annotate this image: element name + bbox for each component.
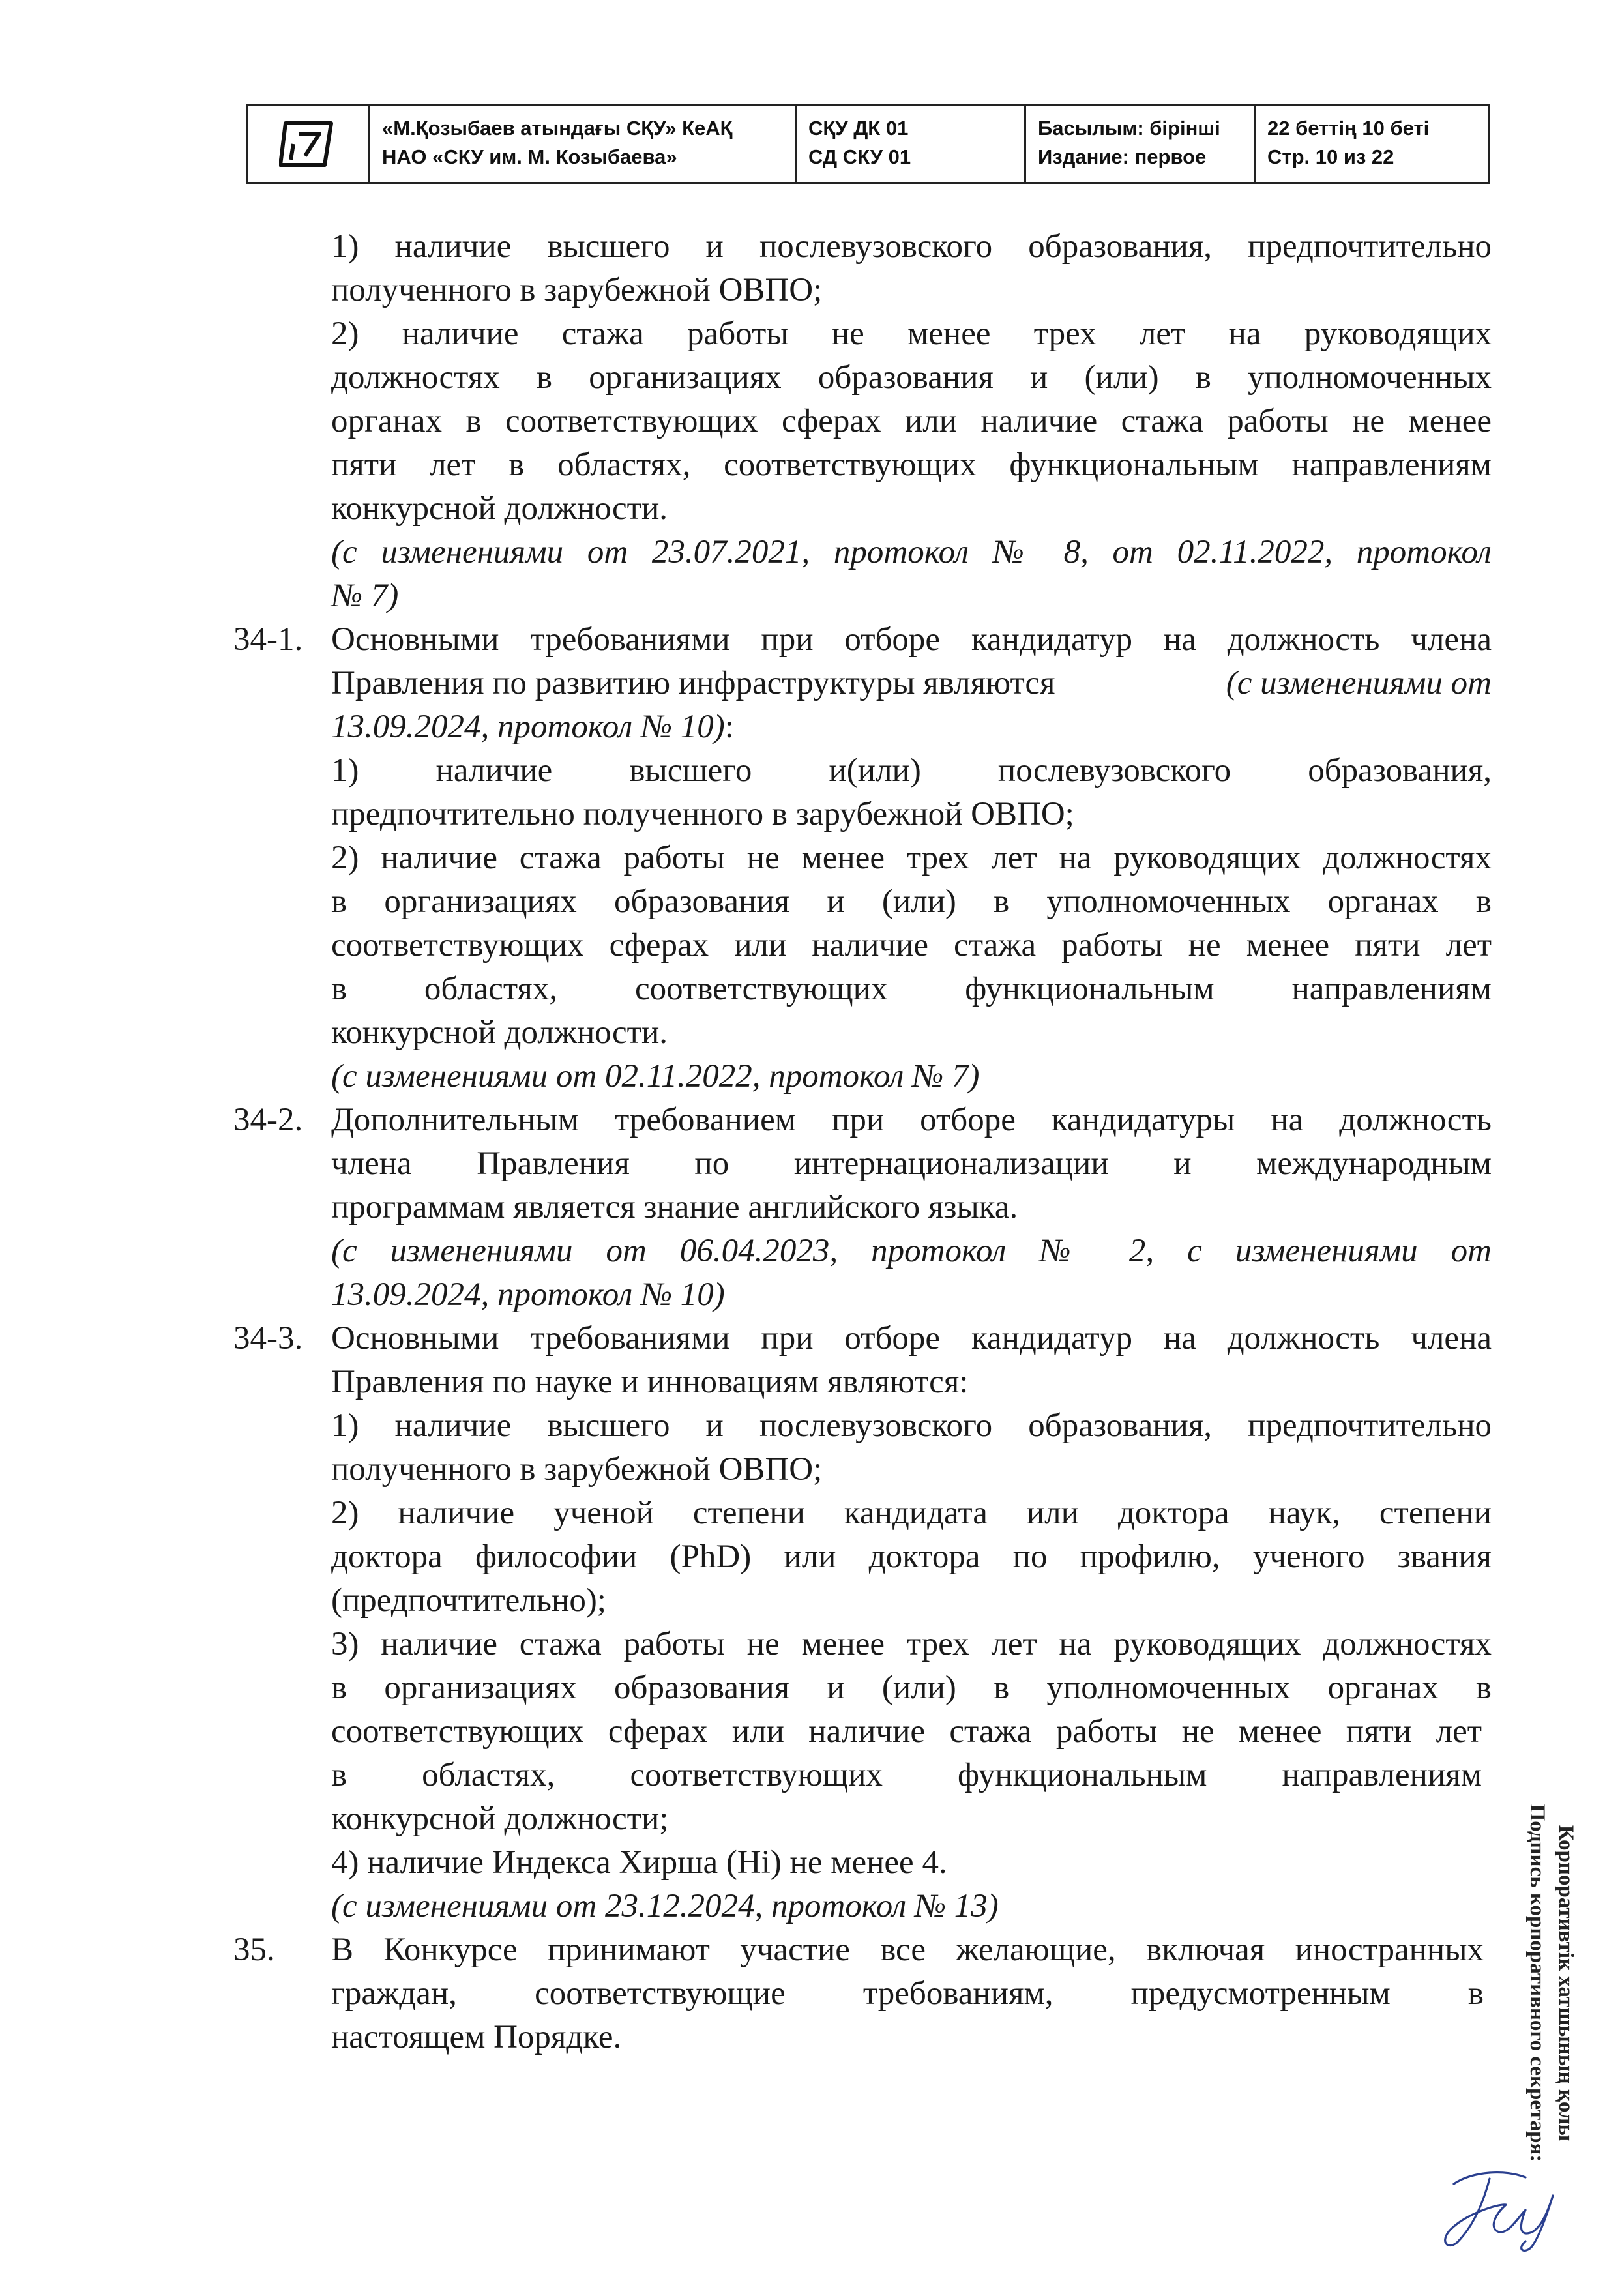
section-35-text: граждан, соответствующие требованиям, предусмотренным в: [331, 1975, 1484, 2012]
list-item-line: предпочтительно полученного в зарубежной ОВПО;: [331, 796, 1074, 832]
amendment-note: 13.09.2024, протокол № 10): [331, 709, 725, 745]
section-34-1-text: [331, 705, 734, 749]
list-item-line: полученного в зарубежной ОВПО;: [331, 272, 823, 308]
section-34-1-text-part: Правления по развитию инфраструктуры являются: [331, 665, 1055, 701]
list-item-line: 3) наличие стажа работы не менее трех лет на руководящих должностях: [331, 1626, 1492, 1662]
list-item-line: соответствующих сферах или наличие стажа работы не менее пяти лет: [331, 1713, 1482, 1750]
list-item-line: 1) наличие высшего и(или) послевузовского образования,: [331, 752, 1492, 789]
header-page-cell: [1254, 106, 1488, 182]
section-number: 34-2.: [233, 1102, 303, 1138]
section-34-3-text: Правления по науке и инновациям являются:: [331, 1364, 969, 1400]
list-item-line: органах в соответствующих сферах или наличие стажа работы не менее: [331, 403, 1492, 439]
section-34-1-text: Основными требованиями при отборе кандидатур на должность члена: [331, 621, 1492, 658]
list-item-line: в организациях образования и (или) в уполномоченных органах в: [331, 883, 1492, 920]
list-item-line: в областях, соответствующих функциональным направлениям: [331, 1757, 1482, 1793]
section-number: 34-3.: [233, 1320, 303, 1357]
document-header-table: [246, 104, 1490, 184]
list-item-line: 2) наличие стажа работы не менее трех лет на руководящих должностях: [331, 840, 1492, 876]
list-item-line: 1) наличие высшего и послевузовского образования, предпочтительно: [331, 1407, 1492, 1444]
amendment-note: (с изменениями от 23.07.2021, протокол № 8, от 02.11.2022, протокол: [331, 534, 1492, 570]
section-34-2-text: программам является знание английского языка.: [331, 1189, 1018, 1226]
list-item-line: 4) наличие Индекса Хирша (Hi) не менее 4.: [331, 1844, 947, 1881]
header-code-ru: СД СКУ 01: [808, 145, 911, 168]
amendment-note: № 7): [331, 578, 399, 614]
section-34-2-text: члена Правления по интернационализации и международным: [331, 1145, 1492, 1182]
stamp-line-kz: Корпоративтік хатшының қолы: [1554, 1825, 1578, 2141]
section-34-3-text: Основными требованиями при отборе кандидатур на должность члена: [331, 1320, 1492, 1357]
signature-icon: [1428, 2164, 1565, 2256]
header-organization-cell: [368, 106, 795, 182]
section-35-text: настоящем Порядке.: [331, 2019, 622, 2055]
header-edition-ru: Издание: первое: [1038, 145, 1207, 168]
university-logo-cell: [248, 106, 368, 182]
header-code-cell: [795, 106, 1024, 182]
section-34-1-text: [331, 662, 1492, 705]
list-item-line: должностях в организациях образования и (или) в уполномоченных: [331, 359, 1492, 396]
section-35-text: В Конкурсе принимают участие все желающие, включая иностранных: [331, 1932, 1484, 1968]
corporate-secretary-stamp: [1519, 1774, 1584, 2192]
section-number: 34-1.: [233, 621, 303, 658]
list-item-line: конкурсной должности;: [331, 1801, 669, 1837]
section-number: 35.: [233, 1932, 275, 1968]
list-item-line: (предпочтительно);: [331, 1582, 606, 1619]
stamp-line-ru: Подпись корпоративного секретаря:: [1525, 1804, 1549, 2162]
amendment-note: (с изменениями от: [1226, 665, 1492, 701]
amendment-note: (с изменениями от 23.12.2024, протокол № 13): [331, 1888, 999, 1924]
university-logo-icon: [279, 118, 338, 170]
header-code-kz: СҚУ ДК 01: [808, 117, 909, 140]
document-body: [331, 225, 1492, 2115]
list-item-line: пяти лет в областях, соответствующих функциональным направлениям: [331, 447, 1492, 483]
list-item-line: соответствующих сферах или наличие стажа работы не менее пяти лет: [331, 927, 1492, 964]
section-34-2-text: Дополнительным требованием при отборе кандидатуры на должность: [331, 1102, 1492, 1138]
list-item-line: 2) наличие стажа работы не менее трех лет на руководящих: [331, 316, 1492, 352]
list-item-line: 1) наличие высшего и послевузовского образования, предпочтительно: [331, 228, 1492, 265]
list-item-line: полученного в зарубежной ОВПО;: [331, 1451, 823, 1488]
list-item-line: конкурсной должности.: [331, 1014, 668, 1051]
list-item-line: в организациях образования и (или) в уполномоченных органах в: [331, 1670, 1492, 1706]
list-item-line: в областях, соответствующих функциональным направлениям: [331, 971, 1492, 1007]
amendment-note: 13.09.2024, протокол № 10): [331, 1276, 725, 1313]
header-edition-kz: Басылым: бірінші: [1038, 117, 1220, 140]
colon-text: :: [724, 709, 734, 745]
amendment-note: (с изменениями от 06.04.2023, протокол № 2, с изменениями от: [331, 1233, 1492, 1269]
header-page-ru: Стр. 10 из 22: [1267, 145, 1394, 168]
list-item-line: конкурсной должности.: [331, 490, 668, 527]
header-org-kz: «М.Қозыбаев атындағы СҚУ» КеАҚ: [382, 117, 733, 140]
list-item-line: 2) наличие ученой степени кандидата или доктора наук, степени: [331, 1495, 1492, 1531]
amendment-note: (с изменениями от 02.11.2022, протокол № 7): [331, 1058, 980, 1095]
header-edition-cell: [1024, 106, 1254, 182]
header-page-kz: 22 беттің 10 беті: [1267, 117, 1430, 140]
header-org-ru: НАО «СКУ им. М. Козыбаева»: [382, 145, 677, 168]
list-item-line: доктора философии (PhD) или доктора по профилю, ученого звания: [331, 1538, 1492, 1575]
